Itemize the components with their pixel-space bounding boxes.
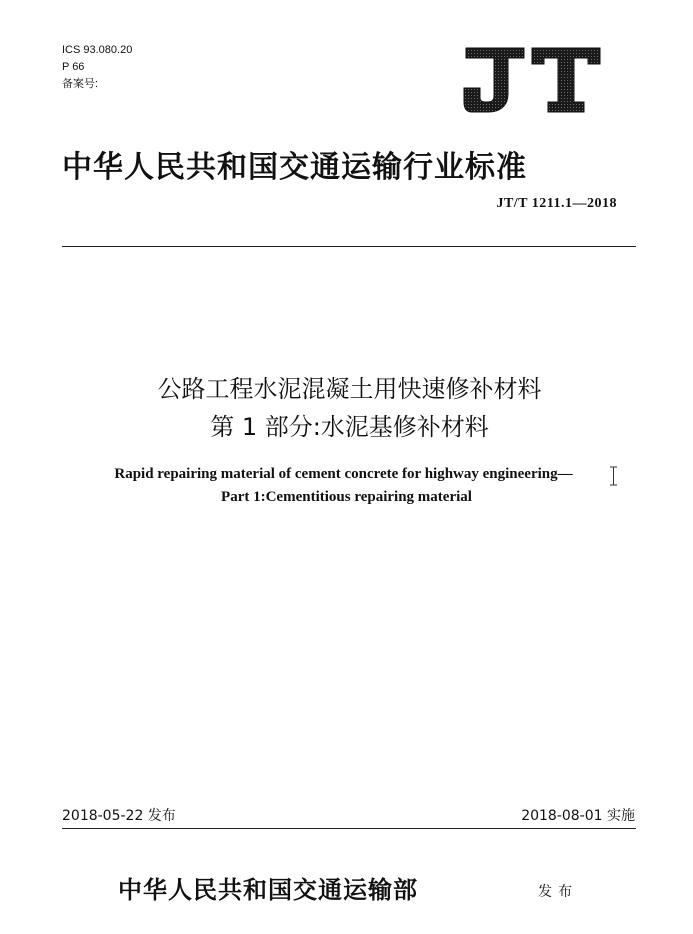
issuing-authority: 中华人民共和国交通运输部 — [118, 875, 418, 904]
chinese-title — [0, 370, 693, 446]
jt-logo — [462, 44, 602, 114]
p-code: P 66 — [62, 61, 85, 73]
top-divider — [62, 246, 636, 247]
chinese-title-line-1: 公路工程水泥混凝土用快速修补材料 — [157, 375, 542, 403]
chinese-title-line-2: 第 1 部分:水泥基修补材料 — [210, 413, 489, 441]
standard-number: JT/T 1211.1—2018 — [496, 196, 617, 211]
english-title-line-1: Rapid repairing material of cement concrete for highway engineering— — [114, 466, 573, 482]
record-number-label: 备案号: — [62, 78, 99, 90]
ics-code: ICS 93.080.20 — [62, 44, 133, 56]
issue-action: 发布 — [538, 884, 578, 900]
english-title — [0, 463, 693, 509]
bottom-divider — [62, 828, 636, 829]
publish-date: 2018-05-22 发布 — [62, 808, 176, 824]
implementation-date: 2018-08-01 实施 — [521, 808, 635, 824]
english-title-line-2: Part 1:Cementitious repairing material — [221, 489, 472, 505]
text-cursor-icon — [609, 466, 618, 486]
organization-title: 中华人民共和国交通运输行业标准 — [62, 150, 527, 185]
classification-block — [62, 42, 132, 93]
